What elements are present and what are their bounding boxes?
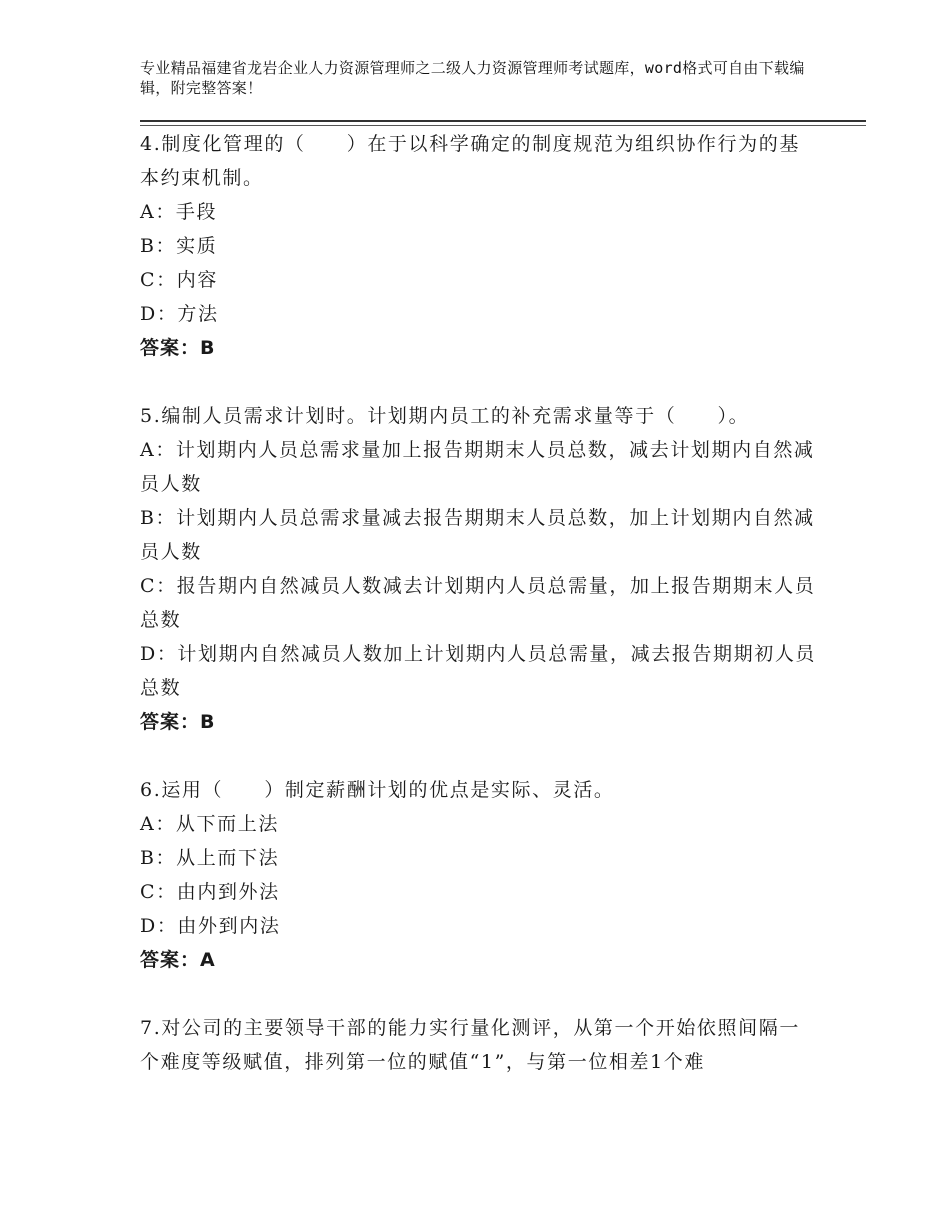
option-b: B：计划期内人员总需求量减去报告期期末人员总数，加上计划期内自然减员人数 [140, 507, 815, 563]
document-header: 专业精品福建省龙岩企业人力资源管理师之二级人力资源管理师考试题库，word格式可自由下载编辑，附完整答案！ [140, 59, 805, 97]
option-a: A：从下而上法 [140, 813, 279, 835]
option-d: D：由外到内法 [140, 915, 281, 937]
question-5 [140, 399, 820, 739]
question-stem: 5.编制人员需求计划时。计划期内员工的补充需求量等于（ ）。 [140, 405, 750, 427]
answer: 答案：B [140, 337, 216, 359]
question-6 [140, 773, 820, 977]
question-stem: 7.对公司的主要领导干部的能力实行量化测评，从第一个开始依照间隔一个难度等级赋值，排列第一位的赋值“1”，与第一位相差1个难 [140, 1017, 800, 1073]
question-list [140, 127, 820, 1113]
option-c: C：由内到外法 [140, 881, 280, 903]
option-d: D：计划期内自然减员人数加上计划期内人员总需量，减去报告期期初人员总数 [140, 643, 817, 699]
option-a: A：手段 [140, 201, 218, 223]
answer: 答案：A [140, 949, 216, 971]
header-divider-thick [140, 120, 866, 122]
question-4 [140, 127, 820, 365]
question-stem: 4.制度化管理的（ ）在于以科学确定的制度规范为组织协作行为的基本约束机制。 [140, 133, 800, 189]
header-divider-thin [140, 125, 866, 126]
option-a: A：计划期内人员总需求量加上报告期期末人员总数，减去计划期内自然减员人数 [140, 439, 815, 495]
option-d: D：方法 [140, 303, 219, 325]
option-c: C：报告期内自然减员人数减去计划期内人员总需量，加上报告期期末人员总数 [140, 575, 816, 631]
option-b: B：从上而下法 [140, 847, 280, 869]
question-7 [140, 1011, 820, 1079]
option-b: B：实质 [140, 235, 218, 257]
answer: 答案：B [140, 711, 216, 733]
question-stem: 6.运用（ ）制定薪酬计划的优点是实际、灵活。 [140, 779, 615, 801]
option-c: C：内容 [140, 269, 218, 291]
